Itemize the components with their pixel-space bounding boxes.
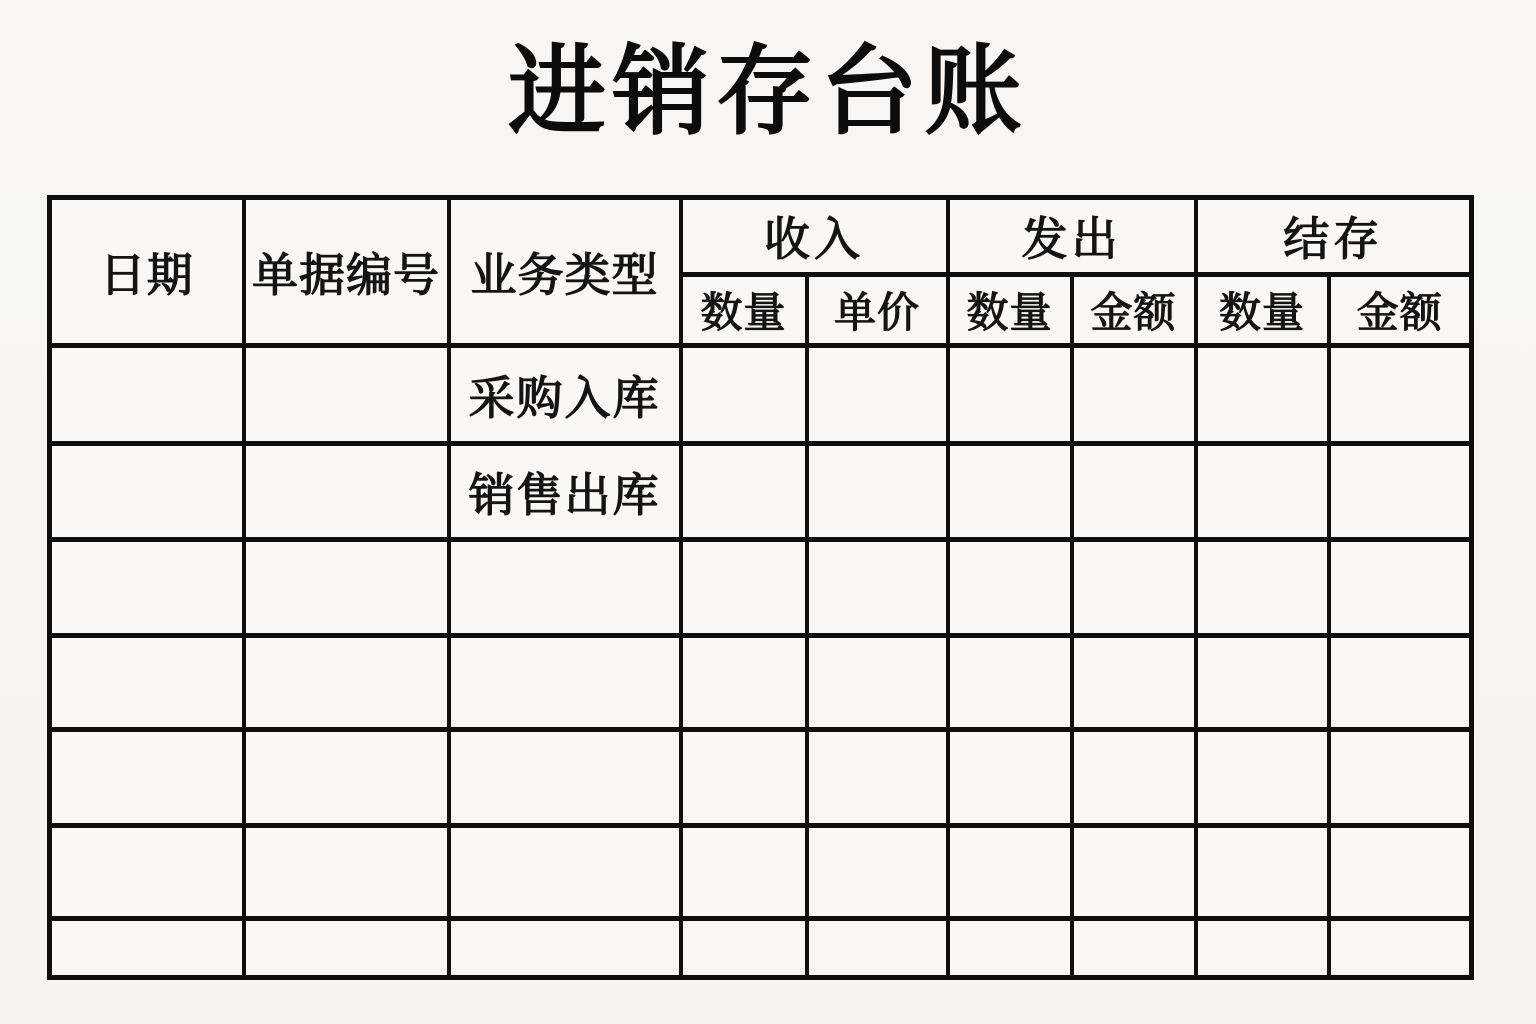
issue-quantity-cell [948, 540, 1072, 636]
receipt-quantity-cell [681, 919, 807, 978]
receipt-quantity-cell [681, 346, 807, 444]
issue-amount-cell [1072, 730, 1196, 826]
date-cell [50, 636, 244, 730]
receipt-unit-price-cell [807, 730, 948, 826]
issue-quantity-cell [948, 636, 1072, 730]
table-row [50, 346, 1472, 444]
receipt-quantity-cell [681, 826, 807, 919]
business-type-cell [449, 826, 681, 919]
business-type-cell [449, 540, 681, 636]
business-type-cell [449, 636, 681, 730]
receipt-quantity-cell [681, 730, 807, 826]
balance-quantity-cell [1196, 636, 1329, 730]
balance-amount-cell [1329, 919, 1472, 978]
business-type-cell [449, 919, 681, 978]
issue-quantity-cell [948, 826, 1072, 919]
receipt-unit-price-cell [807, 636, 948, 730]
doc-number-cell [244, 444, 449, 540]
column-header-date: 日期 [50, 198, 244, 346]
doc-number-cell [244, 346, 449, 444]
receipt-quantity-cell [681, 636, 807, 730]
balance-quantity-cell [1196, 346, 1329, 444]
doc-number-cell [244, 919, 449, 978]
balance-amount-cell [1329, 346, 1472, 444]
subheader-issue-quantity: 数量 [948, 275, 1072, 346]
receipt-unit-price-cell [807, 540, 948, 636]
doc-number-cell [244, 730, 449, 826]
issue-amount-cell [1072, 826, 1196, 919]
table-row [50, 444, 1472, 540]
group-header-issue: 发出 [948, 198, 1196, 275]
issue-quantity-cell [948, 919, 1072, 978]
issue-amount-cell [1072, 346, 1196, 444]
date-cell [50, 444, 244, 540]
business-type-cell: 采购入库 [449, 346, 681, 444]
table-row [50, 826, 1472, 919]
balance-amount-cell [1329, 540, 1472, 636]
balance-quantity-cell [1196, 444, 1329, 540]
balance-amount-cell [1329, 444, 1472, 540]
header-row-groups [50, 198, 1472, 275]
issue-amount-cell [1072, 919, 1196, 978]
receipt-quantity-cell [681, 444, 807, 540]
balance-quantity-cell [1196, 540, 1329, 636]
date-cell [50, 730, 244, 826]
balance-quantity-cell [1196, 730, 1329, 826]
table-row [50, 919, 1472, 978]
subheader-receipt-unit-price: 单价 [807, 275, 948, 346]
date-cell [50, 540, 244, 636]
table-row [50, 636, 1472, 730]
page-title: 进销存台账 [507, 36, 1028, 146]
inventory-ledger-table [47, 195, 1474, 980]
subheader-balance-quantity: 数量 [1196, 275, 1329, 346]
issue-quantity-cell [948, 730, 1072, 826]
column-header-doc-number: 单据编号 [244, 198, 449, 346]
date-cell [50, 346, 244, 444]
group-header-balance: 结存 [1196, 198, 1472, 275]
business-type-cell: 销售出库 [449, 444, 681, 540]
receipt-quantity-cell [681, 540, 807, 636]
issue-amount-cell [1072, 540, 1196, 636]
doc-number-cell [244, 826, 449, 919]
date-cell [50, 826, 244, 919]
receipt-unit-price-cell [807, 444, 948, 540]
receipt-unit-price-cell [807, 346, 948, 444]
balance-amount-cell [1329, 730, 1472, 826]
group-header-receipt: 收入 [681, 198, 948, 275]
date-cell [50, 919, 244, 978]
table-row [50, 730, 1472, 826]
column-header-business-type: 业务类型 [449, 198, 681, 346]
balance-quantity-cell [1196, 919, 1329, 978]
receipt-unit-price-cell [807, 826, 948, 919]
issue-quantity-cell [948, 346, 1072, 444]
issue-amount-cell [1072, 636, 1196, 730]
balance-quantity-cell [1196, 826, 1329, 919]
balance-amount-cell [1329, 636, 1472, 730]
subheader-receipt-quantity: 数量 [681, 275, 807, 346]
doc-number-cell [244, 636, 449, 730]
doc-number-cell [244, 540, 449, 636]
issue-quantity-cell [948, 444, 1072, 540]
business-type-cell [449, 730, 681, 826]
receipt-unit-price-cell [807, 919, 948, 978]
subheader-balance-amount: 金额 [1329, 275, 1472, 346]
balance-amount-cell [1329, 826, 1472, 919]
table-row [50, 540, 1472, 636]
subheader-issue-amount: 金额 [1072, 275, 1196, 346]
issue-amount-cell [1072, 444, 1196, 540]
